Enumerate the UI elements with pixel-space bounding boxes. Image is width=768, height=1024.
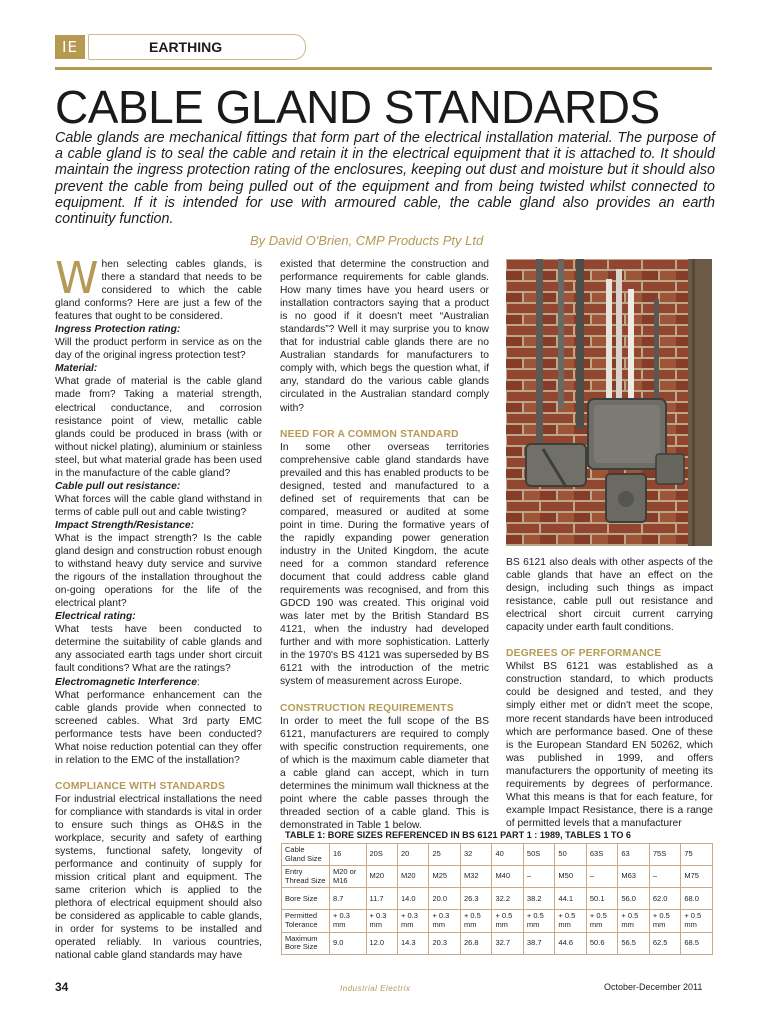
subhead-pullout: Cable pull out resistance:	[55, 480, 181, 492]
table-cell: 40	[492, 844, 523, 866]
table-cell: 25	[429, 844, 460, 866]
body-impact: What is the impact strength? Is the cable gland design and construction robust enough to withstand heavy duty service and survive the rigours of the installation throughout the on-going operations for the life of the electrical plant?	[55, 532, 262, 610]
subhead-impact: Impact Strength/Resistance:	[55, 519, 195, 531]
subhead-emi: Electromagnetic Interference	[55, 676, 197, 688]
table-cell: + 0.3 mm	[366, 910, 397, 932]
page-title: CABLE GLAND STANDARDS	[55, 81, 660, 133]
body-electrical: What tests have been conducted to determine the suitability of cable glands and any associated earth tags under short circuit fault conditions? What are the ratings?	[55, 624, 262, 675]
table-cell: 75	[681, 844, 713, 866]
table-cell: M25	[429, 866, 460, 888]
page-number: 34	[55, 980, 69, 994]
magazine-logo: IE	[55, 35, 85, 59]
body-col2-continued: existed that determine the construction and performance requirements for cable glands. How many times have you heard users or installation contractors saying that a product is no good if it doesn't meet “Australian standards”? Well it may surprise you to know that for industrial cable glands there are no Australian standards for manufacturers to comply with, which begs the question what, if any, standard do the various cable glands circulated in the Australian standard comply with?	[280, 259, 489, 414]
table-cell: 38.7	[523, 932, 554, 954]
table-cell: 20	[397, 844, 428, 866]
table-cell: 32.7	[492, 932, 523, 954]
intro-paragraph: When selecting cables glands, is there a standard that needs to be considered to which the cable gland conforms? Here are just a few of the features that ought to be considered.	[55, 253, 262, 323]
table-cell: + 0.5 mm	[523, 910, 554, 932]
brick-wall-illustration	[506, 259, 712, 546]
table-cell: 14.3	[397, 932, 428, 954]
table-cell: M40	[492, 866, 523, 888]
enclosure-photo	[506, 259, 712, 546]
header-rule	[55, 67, 712, 70]
table-row-header: Bore Size	[282, 888, 330, 910]
table-row	[282, 932, 713, 954]
table-cell: M75	[681, 866, 713, 888]
body-material: What grade of material is the cable gland made from? Taking a material strength, electrical conductance, and corrosion resistance point of view, metallic cable glands could be produced in brass (with or without nickel plating), aluminium or stainless steel, but what material grade has been used in the manufacture of the cable gland?	[55, 376, 262, 479]
table-row-header: Cable Gland Size	[282, 844, 330, 866]
table-cell: 50S	[523, 844, 554, 866]
heading-construction: CONSTRUCTION REQUIREMENTS	[280, 702, 454, 714]
table-cell: 63	[618, 844, 649, 866]
table-cell: –	[586, 866, 617, 888]
table-cell: 50.6	[586, 932, 617, 954]
table-cell: 50.1	[586, 888, 617, 910]
body-need: In some other overseas territories comprehensive cable gland standards have prevailed and this has enabled products to be designed, tested and manufactured to a defined set of requirements that can be compared, measured or audited at some point in time. During the formative years of the rapidly expanding power generation industry in the United Kingdom, the acute need for a common standard reference document that could address cable gland requirements was recognised, and from this GDCD 190 was created. This original void was later met by the British Standard BS 4121, when the industry had developed further and with more sophistication. Latterly in the 1970's BS 4121 was superseded by BS 6121 with the introduction of the metric system of measurement across Europe.	[280, 441, 489, 688]
table-cell: 56.0	[618, 888, 649, 910]
subhead-material: Material:	[55, 363, 98, 375]
table-cell: 75S	[649, 844, 680, 866]
body-construction: In order to meet the full scope of the BS 6121, manufacturers are required to comply with specific construction requirements, one of which is the maximum cable diameter that a cable gland can accept, which in turn determines the minimum wall thickness at the point where the cable passes through the threaded section of a cable gland. This is demonstrated in Table 1 below.	[280, 715, 489, 831]
standfirst: Cable glands are mechanical fittings that form part of the electrical installation material. The purpose of a cable gland is to seal the cable and retain it in the electrical equipment that it is attached to. It should maintain the ingress protection rating of the enclosures, keeping out dust and moisture but it should also prevent the cable from being pulled out of the equipment and from being twisted whilst connected to equipment. If it is intended for use with armoured cable, the cable gland also provides an earth continuity function.	[55, 130, 715, 228]
table-cell: M50	[555, 866, 586, 888]
table-cell: M20	[366, 866, 397, 888]
table-cell: 50	[555, 844, 586, 866]
heading-need: NEED FOR A COMMON STANDARD	[280, 428, 459, 440]
table-cell: + 0.5 mm	[492, 910, 523, 932]
table-cell: 62.5	[649, 932, 680, 954]
table-cell: + 0.3 mm	[330, 910, 367, 932]
table-cell: 26.3	[460, 888, 491, 910]
table-cell: M32	[460, 866, 491, 888]
footer-issue-date: October-December 2011	[604, 982, 703, 992]
table-cell: 32	[460, 844, 491, 866]
table-row-header: Entry Thread Size	[282, 866, 330, 888]
table-cell: 62.0	[649, 888, 680, 910]
section-tab	[88, 34, 306, 60]
table-cell: M63	[618, 866, 649, 888]
table-cell: + 0.5 mm	[618, 910, 649, 932]
table-cell: 68.0	[681, 888, 713, 910]
table-cell: 63S	[586, 844, 617, 866]
table-row-header: Permitted Tolerance	[282, 910, 330, 932]
table-cell: 9.0	[330, 932, 367, 954]
table-cell: M20	[397, 866, 428, 888]
table-cell: + 0.5 mm	[460, 910, 491, 932]
table-cell: M20 or M16	[330, 866, 367, 888]
table-cell: 20S	[366, 844, 397, 866]
body-pullout: What forces will the cable gland withstand in terms of cable pull out and cable twisting?	[55, 493, 262, 518]
column-1	[55, 253, 262, 962]
table-cell: + 0.5 mm	[649, 910, 680, 932]
table-cell: 32.2	[492, 888, 523, 910]
table-cell: 38.2	[523, 888, 554, 910]
body-emi: What performance enhancement can the cable glands provide when connected to screened cables. What 3rd party EMC performance tests have been conducted? What noise reduction potential can they offer in relation to the EMC of the installation?	[55, 689, 262, 766]
byline: By David O'Brien, CMP Products Pty Ltd	[250, 233, 484, 248]
table-cell: 26.8	[460, 932, 491, 954]
table-cell: 44.6	[555, 932, 586, 954]
table-cell: + 0.3 mm	[429, 910, 460, 932]
subhead-emi-line: Electromagnetic Interference:	[55, 676, 200, 688]
subhead-ingress: Ingress Protection rating:	[55, 324, 181, 336]
body-col3: BS 6121 also deals with other aspects of the cable glands that have an effect on the design, including such things as impact resistance, cable pull out resistance and electrical short circuit current carrying capacity under earth fault conditions.	[506, 557, 713, 634]
table-cell: + 0.3 mm	[397, 910, 428, 932]
table-row	[282, 888, 713, 910]
bore-size-table	[281, 843, 713, 955]
table-cell: 8.7	[330, 888, 367, 910]
column-3	[506, 556, 713, 830]
table-cell: –	[523, 866, 554, 888]
footer-masthead: Industrial Electrix	[340, 984, 411, 993]
heading-degrees: DEGREES OF PERFORMANCE	[506, 648, 662, 660]
table-row	[282, 910, 713, 932]
table-cell: + 0.5 mm	[681, 910, 713, 932]
table-cell: –	[649, 866, 680, 888]
drop-cap: W	[55, 253, 99, 304]
table-cell: 11.7	[366, 888, 397, 910]
table-row	[282, 866, 713, 888]
table-row-header: Maximum Bore Size	[282, 932, 330, 954]
body-degrees: Whilst BS 6121 was established as a construction standard, to which products could be designed and tested, and they simply either met or didn't meet the scope, more recent standards have been introduced which are performance based. One of these is the European Standard EN 50262, which was published in 1999, and offers manufacturers the opportunity of meeting its requirements by degrees of performance. What this means is that for each feature, for example Impact Resistance, there is a range of permitted levels that a manufacturer	[506, 661, 713, 829]
table-caption: TABLE 1: BORE SIZES REFERENCED IN BS 6121 PART 1 : 1989, TABLES 1 TO 6	[285, 830, 631, 840]
table-row	[282, 844, 713, 866]
body-ingress: Will the product perform in service as on the day of the original ingress protection test?	[55, 337, 262, 362]
table-cell: + 0.5 mm	[586, 910, 617, 932]
column-2	[280, 258, 489, 832]
section-label: EARTHING	[149, 39, 223, 55]
table-cell: 44.1	[555, 888, 586, 910]
table-cell: 20.3	[429, 932, 460, 954]
table-cell: 20.0	[429, 888, 460, 910]
table-cell: 56.5	[618, 932, 649, 954]
heading-compliance: COMPLIANCE WITH STANDARDS	[55, 780, 226, 792]
table-cell: 16	[330, 844, 367, 866]
subhead-electrical: Electrical rating:	[55, 611, 136, 623]
table-cell: + 0.5 mm	[555, 910, 586, 932]
body-compliance: For industrial electrical installations the need for compliance with standards is vital in order to ensure such things as OH&S in the workplace, security and safety of earthing systems, functional safety, longevity of performance and continuity of supply for mission critical plant and equipment. The same criterion which is applied to the plethora of electrical equipment should also be considered as applicable to cable glands, in order for systems to be installed and operated reliably. In various countries, national cable gland standards may have	[55, 793, 262, 962]
table-cell: 68.5	[681, 932, 713, 954]
table-cell: 14.0	[397, 888, 428, 910]
table-cell: 12.0	[366, 932, 397, 954]
